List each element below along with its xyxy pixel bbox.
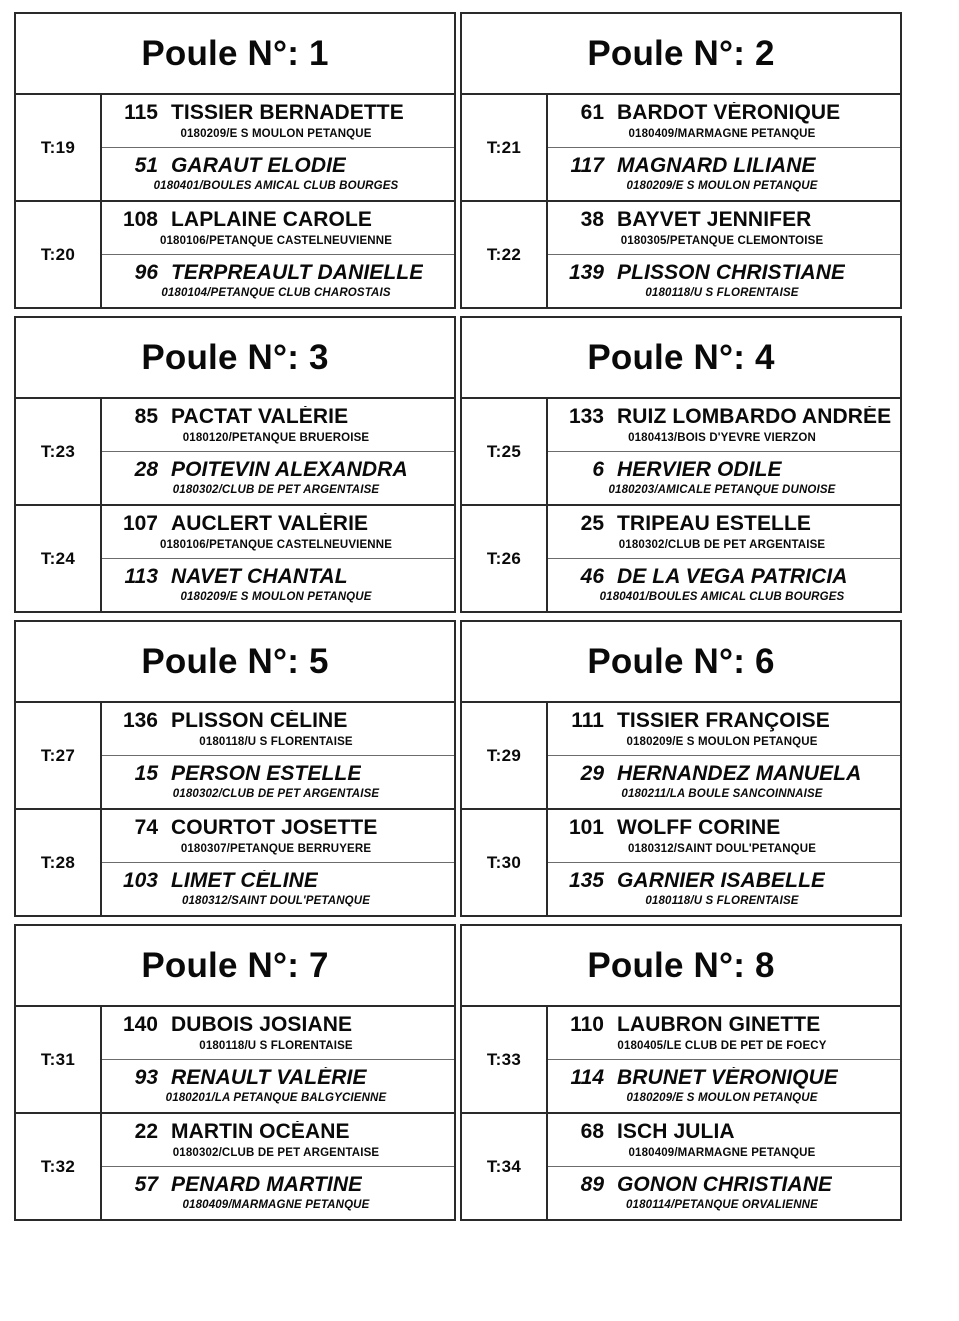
match-row [462, 808, 900, 915]
match-list [16, 399, 454, 611]
players-cell [102, 1007, 454, 1112]
player-main-line [558, 102, 894, 124]
player-name: HERVIER ODILE [617, 458, 782, 481]
terrain-label: T:21 [486, 137, 522, 157]
terrain-label: T:22 [486, 244, 522, 264]
match-list [16, 1007, 454, 1219]
players-cell [548, 810, 900, 915]
match-row [16, 200, 454, 307]
poule-header [462, 622, 900, 703]
player-club: 0180409/MARMAGNE PETANQUE [628, 127, 816, 140]
player-row [102, 95, 454, 147]
players-cell [102, 399, 454, 504]
player-main-line [558, 459, 894, 481]
player-club: 0180302/CLUB DE PET ARGENTAISE [618, 538, 826, 551]
player-name: TRIPEAU ESTELLE [617, 513, 812, 536]
player-club: 0180405/LE CLUB DE PET DE FOECY [617, 1039, 827, 1052]
player-main-line [112, 1121, 448, 1143]
poule-title: Poule N°: 8 [587, 946, 775, 985]
player-number: 140 [122, 1013, 158, 1037]
terrain-cell [462, 202, 548, 307]
player-club: 0180114/PETANQUE ORVALIENNE [626, 1199, 818, 1212]
player-club: 0180409/MARMAGNE PETANQUE [182, 1199, 370, 1212]
match-row [462, 399, 900, 504]
player-main-line [112, 763, 448, 785]
terrain-cell [462, 1114, 548, 1219]
terrain-label: T:24 [40, 548, 76, 568]
player-club: 0180118/U S FLORENTAISE [199, 1039, 353, 1052]
player-name: DUBOIS JOSIANE [171, 1014, 353, 1037]
player-number: 107 [122, 512, 158, 536]
poule-block [14, 316, 456, 613]
match-row [462, 95, 900, 200]
player-number: 93 [134, 1065, 158, 1089]
player-name: LAUBRON GINETTE [617, 1014, 821, 1037]
player-club: 0180209/E S MOULON PETANQUE [626, 180, 818, 193]
player-row [102, 1166, 454, 1218]
player-row [102, 1114, 454, 1166]
terrain-cell [16, 202, 102, 307]
match-row [16, 808, 454, 915]
player-row [102, 1007, 454, 1059]
terrain-cell [462, 95, 548, 200]
terrain-label: T:28 [40, 852, 76, 872]
player-number: 46 [580, 564, 604, 588]
player-row [102, 254, 454, 306]
player-club: 0180302/CLUB DE PET ARGENTAISE [172, 484, 380, 497]
player-name: LIMET CÉLINE [171, 869, 319, 892]
players-cell [548, 1114, 900, 1219]
match-row [462, 1007, 900, 1112]
player-name: ISCH JULIA [617, 1121, 735, 1144]
player-main-line [112, 817, 448, 839]
player-club: 0180211/LA BOULE SANCOINNAISE [621, 788, 823, 801]
player-club: 0180118/U S FLORENTAISE [645, 287, 799, 300]
player-number: 22 [134, 1120, 158, 1144]
player-row [102, 506, 454, 558]
terrain-cell [16, 1007, 102, 1112]
player-number: 101 [568, 816, 604, 840]
player-number: 113 [124, 564, 158, 588]
terrain-label: T:23 [40, 441, 76, 461]
player-main-line [558, 763, 894, 785]
player-number: 108 [122, 208, 158, 232]
player-name: LAPLAINE CAROLE [171, 209, 372, 232]
players-cell [548, 703, 900, 808]
poule-title: Poule N°: 5 [141, 642, 329, 681]
player-row [548, 399, 900, 451]
terrain-cell [16, 95, 102, 200]
terrain-label: T:27 [40, 745, 76, 765]
player-main-line [112, 1067, 448, 1089]
players-cell [102, 810, 454, 915]
player-name: BARDOT VÉRONIQUE [617, 102, 841, 125]
player-row [548, 1114, 900, 1166]
poule-title: Poule N°: 4 [587, 338, 775, 377]
poule-title: Poule N°: 3 [141, 338, 329, 377]
player-main-line [558, 566, 894, 588]
player-row [548, 810, 900, 862]
poule-title: Poule N°: 6 [587, 642, 775, 681]
player-club: 0180201/LA PETANQUE BALGYCIENNE [165, 1092, 387, 1105]
player-row [102, 703, 454, 755]
player-row [548, 755, 900, 807]
player-row [548, 862, 900, 914]
player-name: TISSIER FRANÇOISE [617, 710, 830, 733]
poule-block [460, 316, 902, 613]
player-name: POITEVIN ALEXANDRA [171, 458, 408, 481]
players-cell [102, 202, 454, 307]
player-club: 0180203/AMICALE PETANQUE DUNOISE [608, 484, 836, 497]
player-number: 15 [134, 761, 158, 785]
player-name: PENARD MARTINE [171, 1173, 363, 1196]
player-number: 103 [122, 868, 158, 892]
players-cell [102, 95, 454, 200]
player-club: 0180209/E S MOULON PETANQUE [626, 1092, 818, 1105]
player-club: 0180401/BOULES AMICAL CLUB BOURGES [599, 591, 845, 604]
player-name: RUIZ LOMBARDO ANDRÉE [617, 406, 892, 429]
match-row [462, 1112, 900, 1219]
player-row [548, 254, 900, 306]
player-name: HERNANDEZ MANUELA [617, 762, 862, 785]
terrain-cell [16, 703, 102, 808]
match-list [16, 703, 454, 915]
player-number: 6 [592, 457, 604, 481]
player-name: MAGNARD LILIANE [617, 154, 816, 177]
player-number: 25 [580, 512, 604, 536]
match-row [16, 1112, 454, 1219]
terrain-cell [462, 810, 548, 915]
terrain-label: T:29 [486, 745, 522, 765]
player-name: PERSON ESTELLE [171, 762, 362, 785]
player-name: GONON CHRISTIANE [617, 1173, 833, 1196]
player-number: 114 [570, 1065, 604, 1089]
player-club: 0180118/U S FLORENTAISE [645, 895, 799, 908]
terrain-label: T:30 [486, 852, 522, 872]
terrain-cell [462, 1007, 548, 1112]
poule-header [462, 14, 900, 95]
player-main-line [558, 1014, 894, 1036]
player-club: 0180106/PETANQUE CASTELNEUVIENNE [159, 234, 393, 247]
players-cell [102, 506, 454, 611]
player-main-line [558, 513, 894, 535]
player-club: 0180209/E S MOULON PETANQUE [180, 591, 372, 604]
player-main-line [558, 1174, 894, 1196]
player-name: GARAUT ELODIE [171, 154, 347, 177]
player-club: 0180209/E S MOULON PETANQUE [626, 735, 818, 748]
poule-header [16, 622, 454, 703]
player-main-line [558, 209, 894, 231]
player-number: 139 [568, 260, 604, 284]
poule-block [14, 12, 456, 309]
players-cell [548, 202, 900, 307]
player-main-line [112, 102, 448, 124]
match-row [16, 504, 454, 611]
player-main-line [112, 566, 448, 588]
terrain-label: T:32 [40, 1156, 76, 1176]
terrain-cell [16, 810, 102, 915]
player-number: 38 [580, 208, 604, 232]
player-number: 89 [580, 1172, 604, 1196]
match-row [462, 703, 900, 808]
player-row [102, 202, 454, 254]
players-cell [102, 703, 454, 808]
player-row [102, 862, 454, 914]
player-club: 0180307/PETANQUE BERRUYERE [180, 842, 372, 855]
terrain-label: T:34 [486, 1156, 522, 1176]
player-number: 117 [570, 153, 604, 177]
poule-block [460, 924, 902, 1221]
player-number: 136 [122, 709, 158, 733]
poule-header [16, 14, 454, 95]
player-main-line [558, 155, 894, 177]
player-main-line [558, 1121, 894, 1143]
player-row [548, 506, 900, 558]
player-club: 0180118/U S FLORENTAISE [199, 735, 353, 748]
players-cell [548, 95, 900, 200]
player-main-line [112, 209, 448, 231]
player-number: 85 [134, 405, 158, 429]
player-row [548, 451, 900, 503]
player-name: RENAULT VALÉRIE [171, 1066, 367, 1089]
player-number: 61 [580, 101, 604, 125]
terrain-label: T:26 [486, 548, 522, 568]
player-main-line [112, 1174, 448, 1196]
player-main-line [558, 710, 894, 732]
player-row [548, 147, 900, 199]
player-name: GARNIER ISABELLE [617, 869, 826, 892]
player-number: 57 [134, 1172, 158, 1196]
player-main-line [112, 406, 448, 428]
player-row [102, 558, 454, 610]
player-number: 68 [580, 1120, 604, 1144]
player-name: BAYVET JENNIFER [617, 209, 812, 232]
player-number: 115 [124, 101, 158, 125]
player-main-line [112, 155, 448, 177]
players-cell [548, 1007, 900, 1112]
terrain-label: T:20 [40, 244, 76, 264]
player-name: WOLFF CORINE [617, 817, 781, 840]
player-row [548, 1166, 900, 1218]
players-cell [102, 1114, 454, 1219]
player-name: MARTIN OCÉANE [171, 1121, 350, 1144]
player-row [102, 1059, 454, 1111]
poule-header [16, 318, 454, 399]
player-club: 0180106/PETANQUE CASTELNEUVIENNE [159, 538, 393, 551]
player-name: AUCLERT VALÉRIE [171, 513, 369, 536]
player-row [102, 451, 454, 503]
player-main-line [558, 406, 894, 428]
player-name: BRUNET VÉRONIQUE [617, 1066, 838, 1089]
terrain-cell [462, 703, 548, 808]
player-name: PLISSON CÉLINE [171, 710, 348, 733]
player-row [548, 202, 900, 254]
player-number: 111 [571, 709, 604, 733]
player-number: 110 [570, 1013, 604, 1037]
player-main-line [558, 1067, 894, 1089]
terrain-cell [16, 1114, 102, 1219]
player-number: 29 [580, 761, 604, 785]
match-row [462, 504, 900, 611]
player-name: PACTAT VALÉRIE [171, 406, 349, 429]
match-list [462, 703, 900, 915]
player-club: 0180312/SAINT DOUL'PETANQUE [181, 895, 371, 908]
player-club: 0180104/PETANQUE CLUB CHAROSTAIS [161, 287, 391, 300]
terrain-cell [462, 506, 548, 611]
match-row [462, 200, 900, 307]
match-list [462, 399, 900, 611]
terrain-label: T:33 [486, 1049, 522, 1069]
poule-header [462, 318, 900, 399]
terrain-cell [16, 506, 102, 611]
terrain-label: T:19 [40, 137, 76, 157]
player-main-line [558, 817, 894, 839]
player-number: 51 [134, 153, 158, 177]
player-club: 0180302/CLUB DE PET ARGENTAISE [172, 1146, 380, 1159]
player-row [102, 755, 454, 807]
player-club: 0180120/PETANQUE BRUEROISE [182, 431, 370, 444]
player-main-line [112, 870, 448, 892]
player-main-line [558, 870, 894, 892]
player-club: 0180401/BOULES AMICAL CLUB BOURGES [153, 180, 399, 193]
player-row [548, 558, 900, 610]
player-club: 0180209/E S MOULON PETANQUE [180, 127, 372, 140]
players-cell [548, 506, 900, 611]
poule-block [14, 924, 456, 1221]
player-row [548, 1007, 900, 1059]
poule-block [460, 620, 902, 917]
player-row [102, 147, 454, 199]
player-main-line [112, 710, 448, 732]
player-main-line [558, 262, 894, 284]
player-row [548, 95, 900, 147]
player-number: 74 [134, 816, 158, 840]
player-number: 28 [134, 457, 158, 481]
player-number: 96 [134, 260, 158, 284]
match-row [16, 399, 454, 504]
terrain-cell [16, 399, 102, 504]
player-main-line [112, 1014, 448, 1036]
player-main-line [112, 459, 448, 481]
player-club: 0180312/SAINT DOUL'PETANQUE [627, 842, 817, 855]
terrain-cell [462, 399, 548, 504]
player-main-line [112, 262, 448, 284]
poule-title: Poule N°: 2 [587, 34, 775, 73]
player-club: 0180302/CLUB DE PET ARGENTAISE [172, 788, 380, 801]
player-club: 0180413/BOIS D'YEVRE VIERZON [628, 431, 816, 444]
match-row [16, 703, 454, 808]
player-name: TISSIER BERNADETTE [171, 102, 404, 125]
poule-header [462, 926, 900, 1007]
poule-header [16, 926, 454, 1007]
player-row [548, 1059, 900, 1111]
terrain-label: T:25 [486, 441, 522, 461]
match-list [16, 95, 454, 307]
poule-title: Poule N°: 1 [141, 34, 329, 73]
player-name: COURTOT JOSETTE [171, 817, 378, 840]
match-row [16, 1007, 454, 1112]
player-row [102, 810, 454, 862]
players-cell [548, 399, 900, 504]
player-row [548, 703, 900, 755]
player-name: DE LA VEGA PATRICIA [617, 565, 848, 588]
player-club: 0180409/MARMAGNE PETANQUE [628, 1146, 816, 1159]
poule-title: Poule N°: 7 [141, 946, 329, 985]
player-number: 135 [568, 868, 604, 892]
match-row [16, 95, 454, 200]
player-row [102, 399, 454, 451]
player-name: NAVET CHANTAL [171, 565, 348, 588]
terrain-label: T:31 [40, 1049, 76, 1069]
match-list [462, 95, 900, 307]
player-main-line [112, 513, 448, 535]
poules-grid [14, 12, 902, 1221]
player-name: PLISSON CHRISTIANE [617, 261, 846, 284]
poule-block [460, 12, 902, 309]
player-name: TERPREAULT DANIELLE [171, 261, 424, 284]
player-club: 0180305/PETANQUE CLEMONTOISE [620, 234, 824, 247]
player-number: 133 [568, 405, 604, 429]
match-list [462, 1007, 900, 1219]
poule-block [14, 620, 456, 917]
